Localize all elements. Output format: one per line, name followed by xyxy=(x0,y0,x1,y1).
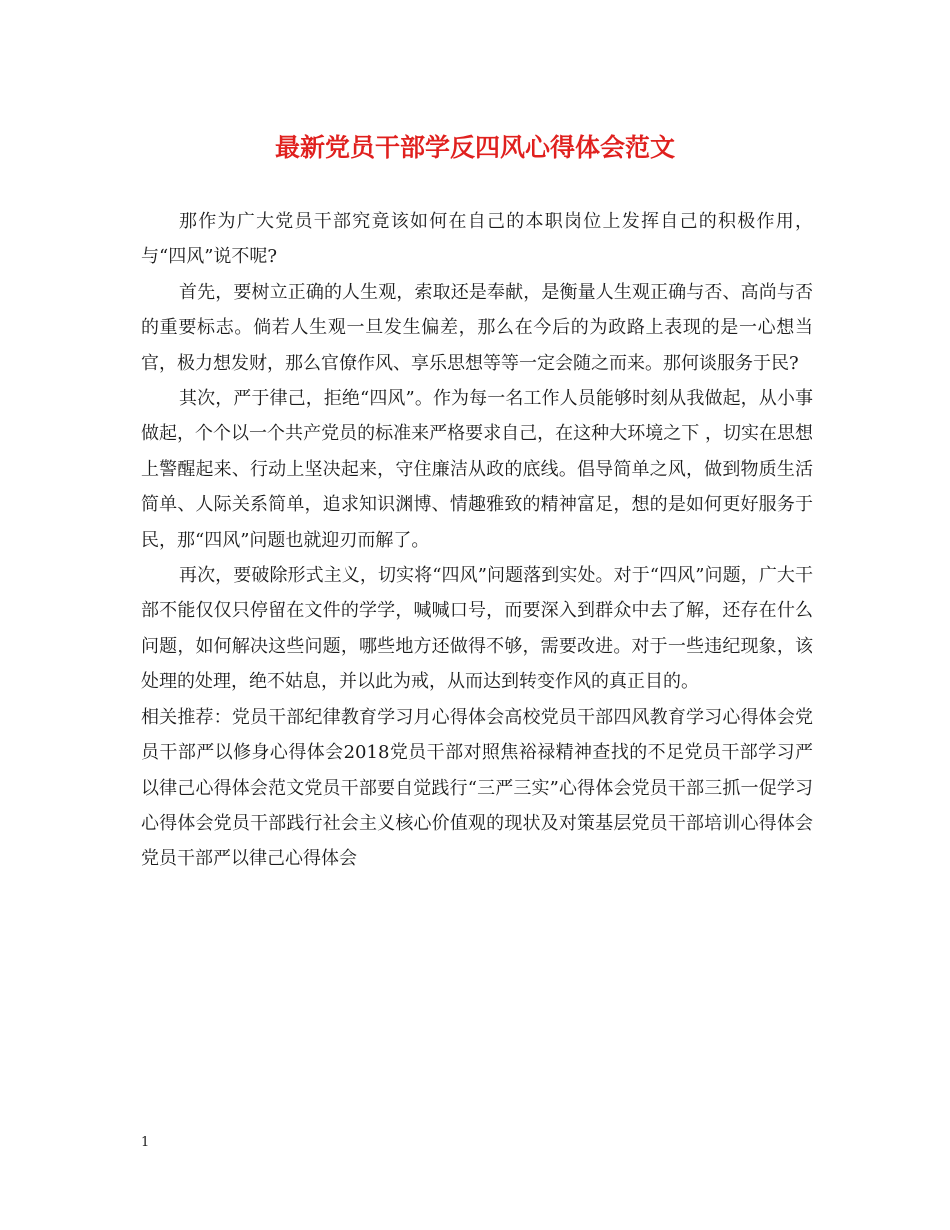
document-body xyxy=(141,204,813,877)
paragraph-second: 其次，严于律己，拒绝“四风”。作为每一名工作人员能够时刻从我做起，从小事做起，个个以一个共产党员的标准来严格要求自己，在这种大环境之下 ，切实在思想上警醒起来、行动上坚决起来，守住廉洁从政的底线。倡导简单之风，做到物质生活简单、人际关系简单，追求知识渊博、情趣雅致的精神富足，想的是如何更好服务于民，那“四风”问题也就迎刃而解了。 xyxy=(141,388,813,551)
page-number: 1 xyxy=(141,1135,150,1150)
related-recommendations: 相关推荐：党员干部纪律教育学习月心得体会高校党员干部四风教育学习心得体会党员干部严以修身心得体会2018党员干部对照焦裕禄精神查找的不足党员干部学习严以律己心得体会范文党员干部要自觉践行“三严三实”心得体会党员干部三抓一促学习心得体会党员干部践行社会主义核心价值观的现状及对策基层党员干部培训心得体会党员干部严以律己心得体会 xyxy=(141,706,813,870)
paragraph-intro: 那作为广大党员干部究竟该如何在自己的本职岗位上发挥自己的积极作用，与“四风”说不呢? xyxy=(141,211,813,268)
paragraph-third: 再次，要破除形式主义，切实将“四风”问题落到实处。对于“四风”问题，广大干部不能仅仅只停留在文件的学学，喊喊口号，而要深入到群众中去了解，还存在什么问题，如何解决这些问题，哪些地方还做得不够，需要改进。对于一些违纪现象，该处理的处理，绝不姑息，并以此为戒，从而达到转变作风的真正目的。 xyxy=(141,565,813,693)
paragraph-first: 首先，要树立正确的人生观，索取还是奉献，是衡量人生观正确与否、高尚与否的重要标志。倘若人生观一旦发生偏差，那么在今后的为政路上表现的是一心想当官，极力想发财，那么官僚作风、享乐思想等等一定会随之而来。那何谈服务于民? xyxy=(141,281,813,374)
document-title: 最新党员干部学反四风心得体会范文 xyxy=(274,133,675,162)
